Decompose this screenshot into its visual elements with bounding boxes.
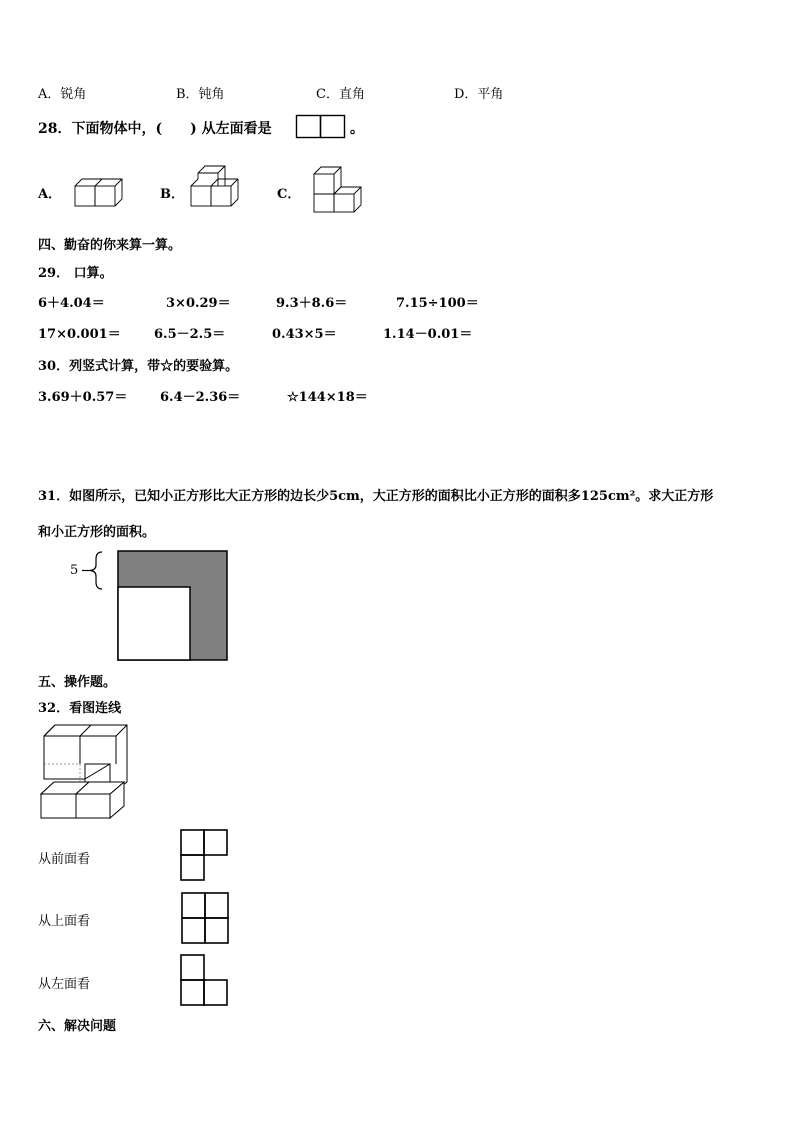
- q31-brace: [82, 551, 106, 591]
- q32-view-top: 从上面看: [38, 914, 91, 929]
- q28-option-a-cubes: [74, 178, 124, 208]
- q29-item: 9.3＋8.6＝: [276, 296, 348, 311]
- q29-item: 17×0.001＝: [38, 327, 121, 342]
- q32-top-view-figure: [181, 892, 231, 946]
- q29-item: 6.5－2.5＝: [154, 327, 226, 342]
- q27-option-c: C．直角: [316, 87, 365, 102]
- q31-stem-line1: 31．如图所示，已知小正方形比大正方形的边长少5cm，大正方形的面积比小正方形的面积多125cm²。求大正方形: [38, 489, 714, 504]
- q28-stem-end: 。: [350, 121, 364, 137]
- section-4-heading: 四、勤奋的你来算一算。: [38, 238, 182, 253]
- q28-option-b-cubes: [190, 170, 242, 210]
- q28-option-c-label: C．: [277, 187, 301, 202]
- q30-item: 3.69＋0.57＝: [38, 390, 128, 405]
- q31-squares-figure: [117, 550, 229, 662]
- q29-item: 3×0.29＝: [166, 296, 231, 311]
- q27-option-b: B．钝角: [176, 87, 225, 102]
- q28-option-b-label: B．: [160, 187, 184, 202]
- q29-title: 29． 口算。: [38, 266, 113, 281]
- q30-item: ☆144×18＝: [287, 390, 368, 405]
- q30-title: 30．列竖式计算，带☆的要验算。: [38, 359, 239, 374]
- q29-item: 7.15÷100＝: [396, 296, 479, 311]
- q32-view-front: 从前面看: [38, 852, 91, 867]
- q29-item: 0.43×5＝: [272, 327, 337, 342]
- section-6-heading: 六、解决问题: [38, 1019, 117, 1034]
- q31-figure-label: 5: [70, 563, 79, 578]
- q27-option-a: A．锐角: [38, 87, 87, 102]
- q28-option-c-cubes: [312, 163, 364, 215]
- section-5-heading: 五、操作题。: [38, 675, 117, 690]
- q28-stem: 28．下面物体中，( ) 从左面看是: [38, 121, 272, 137]
- q28-left-view-figure: [296, 115, 346, 139]
- q30-item: 6.4－2.36＝: [160, 390, 241, 405]
- q32-front-view-figure: [180, 829, 230, 883]
- q32-view-left: 从左面看: [38, 977, 91, 992]
- q28-option-a-label: A．: [38, 187, 62, 202]
- q32-solid-figure: [40, 724, 132, 820]
- q32-left-view-figure: [180, 954, 230, 1008]
- q27-option-d: D．平角: [454, 87, 504, 102]
- q31-stem-line2: 和小正方形的面积。: [38, 525, 156, 540]
- q32-title: 32．看图连线: [38, 701, 122, 716]
- q29-item: 1.14－0.01＝: [383, 327, 473, 342]
- q29-item: 6＋4.04＝: [38, 296, 105, 311]
